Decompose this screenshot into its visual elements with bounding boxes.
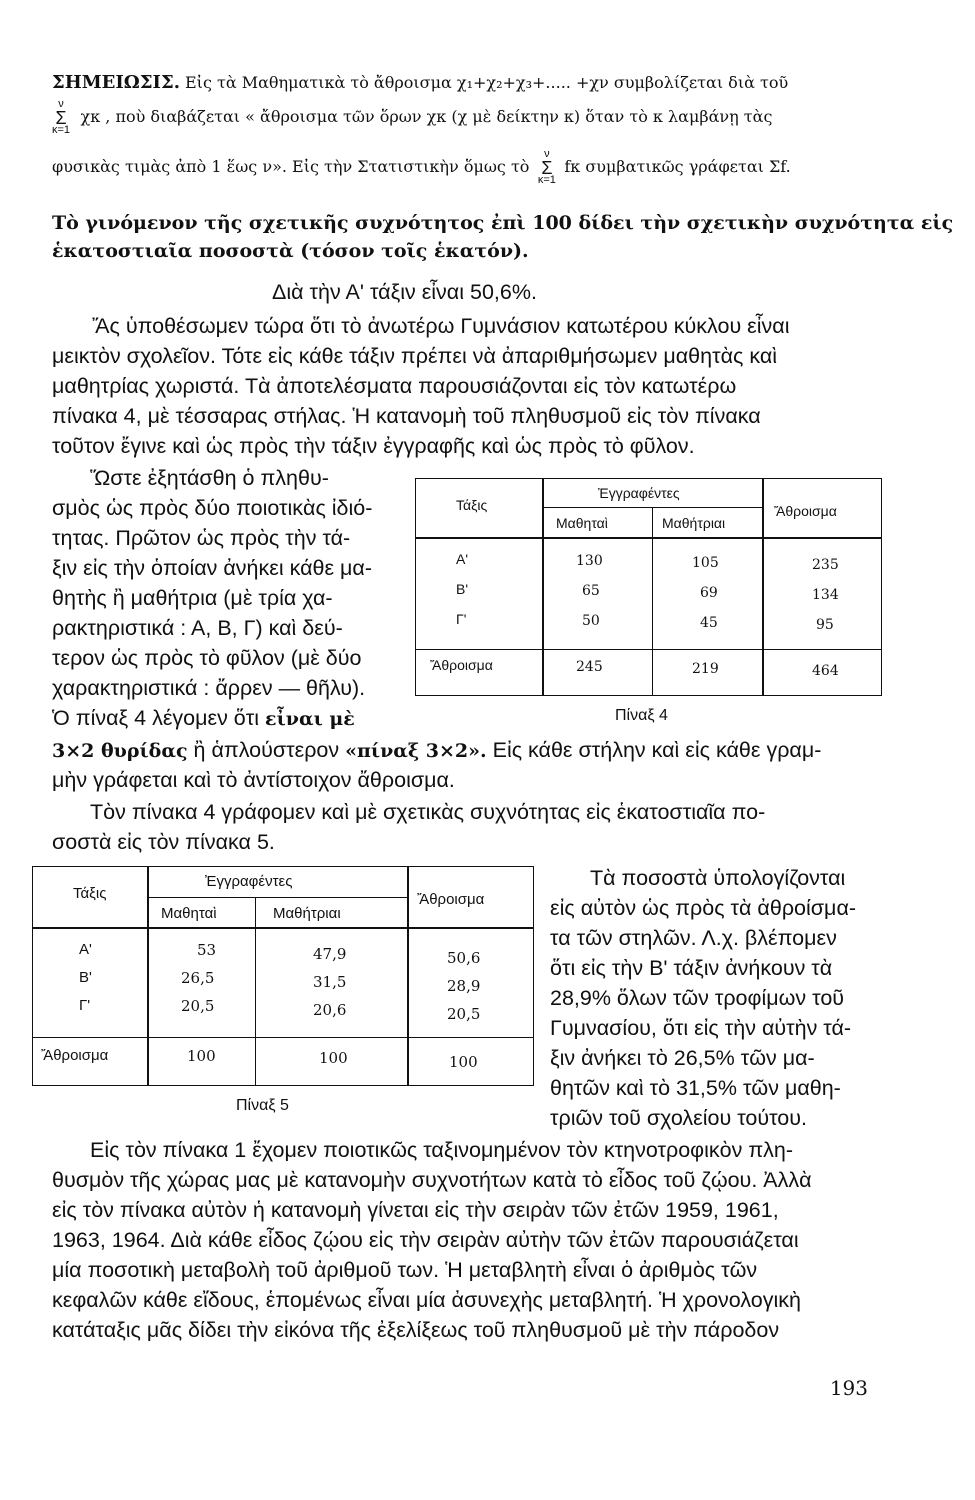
table-4-sum-label: Ἄθροισμα xyxy=(430,657,493,673)
table-4-cell: 65 xyxy=(582,583,600,599)
table-4-row-label: Γ' xyxy=(456,611,467,627)
paragraph-5-line-4: ὅτι εἰς τὴν Β' τάξιν ἀνήκουν τὰ xyxy=(550,956,833,980)
table-5-cell: 26,5 xyxy=(181,969,215,987)
table-4-divider xyxy=(542,507,762,508)
paragraph-6-line-1: Εἰς τὸν πίνακα 1 ἔχομεν ποιοτικῶς ταξινομημένον τὸν κτηνοτροφικὸν πλη- xyxy=(90,1138,794,1162)
table-5-row-label: Γ' xyxy=(79,997,91,1014)
table-4-header-boys: Μαθηταὶ xyxy=(556,515,608,531)
paragraph-2-line-2: μεικτὸν σχολεῖον. Τότε εἰς κάθε τάξιν πρέπει νὰ ἀπαριθμήσωμεν μαθητὰς καὶ xyxy=(52,344,778,368)
paragraph-3-line-11: μὴν γράφεται καὶ τὸ ἀντίστοιχον ἄθροισμα. xyxy=(52,768,455,792)
paragraph-3-line-6: ρακτηριστικά : Α, Β, Γ) καὶ δεύ- xyxy=(52,616,343,640)
paragraph-3-line-3: τητας. Πρῶτον ὡς πρὸς τὴν τά- xyxy=(52,526,351,550)
note-line-3: φυσικὰς τιμὰς ἀπὸ 1 ἕως ν». Εἰς τὴν Στατιστικὴν ὅμως τὸ ν Σ κ=1 fκ συμβατικῶς γράφεται Σf. xyxy=(52,148,791,187)
note-line-2 xyxy=(52,100,772,136)
paragraph-4-line-1: Τὸν πίνακα 4 γράφομεν καὶ μὲ σχετικὰς συχνότητας εἰς ἑκατοστιαῖα πο- xyxy=(90,800,766,824)
sigma-symbol: ν Σ κ=1 xyxy=(52,98,71,137)
table-5-row-label: Α' xyxy=(79,941,92,958)
paragraph-5-line-5: 28,9% ὅλων τῶν τροφίμων τοῦ xyxy=(550,986,845,1010)
note-line-1 xyxy=(52,72,788,94)
table-5-cell: 31,5 xyxy=(313,973,347,991)
paragraph-2-line-1: Ἄς ὑποθέσωμεν τώρα ὅτι τὸ ἀνωτέρω Γυμνάσιον κατωτέρου κύκλου εἶναι xyxy=(92,314,790,338)
paragraph-3-line-4: ξιν εἰς τὴν ὁποίαν ἀνήκει κάθε μα- xyxy=(52,556,373,580)
table-5-cell: 20,5 xyxy=(447,1005,481,1023)
table-4-cell: 105 xyxy=(692,555,719,571)
table-5-row-label: Β' xyxy=(79,969,92,986)
bold-paragraph-line-2: ἑκατοστιαῖα ποσοστὰ (τόσον τοῖς ἑκατόν). xyxy=(52,240,529,262)
paragraph-5-line-7: ξιν ἀνήκει τὸ 26,5% τῶν μα- xyxy=(550,1046,815,1070)
table-5 xyxy=(32,866,534,1086)
paragraph-6-line-7: κατάταξις μᾶς δίδει τὴν εἰκόνα τῆς ἐξελίξεως τοῦ πληθυσμοῦ μὲ τὴν πάροδον xyxy=(52,1318,780,1342)
paragraph-3-line-1: Ὥστε ἐξητάσθη ὁ πληθυ- xyxy=(90,466,329,490)
table-5-header-boys: Μαθηταὶ xyxy=(161,905,217,922)
table-4-divider xyxy=(416,537,881,539)
table-4-cell: 50 xyxy=(582,613,600,629)
paragraph-2-line-4: πίνακα 4, μὲ τέσσαρας στήλας. Ἡ κατανομὴ τοῦ πληθυσμοῦ εἰς τὸν πίνακα xyxy=(52,404,761,428)
table-5-divider xyxy=(147,867,149,1085)
table-4-sum-cell: 219 xyxy=(692,661,719,677)
table-4-row-label: Α' xyxy=(456,551,469,567)
table-4-divider xyxy=(762,479,764,695)
table-5-header-class: Τάξις xyxy=(73,885,107,902)
table-5-divider xyxy=(33,1037,533,1038)
bold-paragraph-line-1: Τὸ γινόμενον τῆς σχετικῆς συχνότητος ἐπὶ 100 δίδει τὴν σχετικὴν συχνότητα εἰς xyxy=(52,212,954,234)
table-4-cell: 69 xyxy=(700,585,718,601)
paragraph-6-line-5: μία ποσοτικὴ μεταβολὴ τοῦ ἀριθμοῦ των. Ἡ μεταβλητὴ εἶναι ὁ ἀριθμὸς τῶν xyxy=(52,1258,758,1282)
table-5-cell: 20,5 xyxy=(181,997,215,1015)
table-4-cell: 235 xyxy=(812,557,839,573)
paragraph-5-line-6: Γυμνασίου, ὅτι εἰς τὴν αὐτὴν τά- xyxy=(550,1016,852,1040)
paragraph-5-line-9: τριῶν τοῦ σχολείου τούτου. xyxy=(550,1106,807,1130)
note-line-2-text: χκ , ποὺ διαβάζεται « ἄθροισμα τῶν ὅρων χκ (χ μὲ δείκτην κ) ὅταν τὸ κ λαμβάνῃ τὰς xyxy=(80,107,773,127)
table-5-cell: 20,6 xyxy=(313,1001,347,1019)
table-4-divider xyxy=(416,649,881,650)
table-4-caption: Πίναξ 4 xyxy=(615,707,668,724)
table-5-cell: 47,9 xyxy=(313,945,347,963)
paragraph-3-line-2: σμὸς ὡς πρὸς δύο ποιοτικὰς ἰδιό- xyxy=(52,496,373,520)
table-4-cell: 45 xyxy=(700,615,718,631)
table-5-cell: 28,9 xyxy=(447,977,481,995)
table-4-cell: 130 xyxy=(576,553,603,569)
paragraph-2-line-5: τοῦτον ἔγινε καὶ ὡς πρὸς τὴν τάξιν ἐγγραφῆς καὶ ὡς πρὸς τὸ φῦλον. xyxy=(52,434,695,458)
table-5-header-group: Ἐγγραφέντες xyxy=(205,873,293,890)
table-4-cell: 95 xyxy=(816,617,834,633)
table-5-divider xyxy=(407,867,409,1085)
table-4-header-total: Ἄθροισμα xyxy=(774,503,837,519)
table-4-row-label: Β' xyxy=(456,581,469,597)
table-5-sum-cell: 100 xyxy=(449,1053,478,1071)
note-heading: ΣΗΜΕΙΩΣΙΣ. xyxy=(52,72,180,93)
paragraph-3-line-10: 3×2 θυρίδας ἢ ἁπλούστερον «πίναξ 3×2». Εἰς κάθε στήλην καὶ εἰς κάθε γραμ- xyxy=(52,738,822,762)
table-5-sum-label: Ἄθροισμα xyxy=(41,1047,109,1064)
paragraph-6-line-4: 1963, 1964. Διὰ κάθε εἶδος ζῴου εἰς τὴν σειρὰν αὐτὴν τῶν ἐτῶν παρουσιάζεται xyxy=(52,1228,799,1252)
table-5-cell: 50,6 xyxy=(447,949,481,967)
table-4 xyxy=(415,478,882,696)
table-4-header-girls: Μαθήτριαι xyxy=(662,515,726,531)
table-5-divider xyxy=(33,927,533,929)
paragraph-5-line-8: θητῶν καὶ τὸ 31,5% τῶν μαθη- xyxy=(550,1076,841,1100)
paragraph-3-line-8: χαρακτηριστικά : ἄρρεν — θῆλυ). xyxy=(52,676,366,700)
paragraph-5-line-1: Τὰ ποσοστὰ ὑπολογίζονται xyxy=(590,866,846,890)
paragraph-2-line-3: μαθητρίας χωριστά. Τὰ ἀποτελέσματα παρουσιάζονται εἰς τὸν κατωτέρω xyxy=(52,374,737,398)
table-5-divider xyxy=(147,897,407,898)
table-5-divider xyxy=(255,897,256,1085)
paragraph-3-line-9: Ὁ πίναξ 4 λέγομεν ὅτι εἶναι μὲ xyxy=(52,706,355,730)
paragraph-5-line-2: εἰς αὐτὸν ὡς πρὸς τὰ ἀθροίσμα- xyxy=(550,896,857,920)
paragraph-5-line-3: τα τῶν στηλῶν. Λ.χ. βλέπομεν xyxy=(550,926,837,950)
table-4-sum-cell: 245 xyxy=(576,659,603,675)
paragraph-3-line-7: τερον ὡς πρὸς τὸ φῦλον (μὲ δύο xyxy=(52,646,362,670)
sigma-symbol-2: ν Σ κ=1 xyxy=(537,148,556,187)
table-5-header-girls: Μαθήτριαι xyxy=(273,905,341,922)
table-5-caption: Πίναξ 5 xyxy=(236,1097,289,1114)
table-5-sum-cell: 100 xyxy=(319,1049,348,1067)
paragraph-4-line-2: σοστὰ εἰς τὸν πίνακα 5. xyxy=(52,830,275,854)
table-5-cell: 53 xyxy=(197,941,217,959)
table-4-divider xyxy=(542,479,544,695)
table-4-header-group: Ἐγγραφέντες xyxy=(598,485,680,501)
table-4-divider xyxy=(652,507,653,695)
table-5-header-total: Ἄθροισμα xyxy=(417,891,485,908)
paragraph-6-line-2: θυσμὸν τῆς χώρας μας μὲ κατανομὴν συχνοτήτων κατὰ τὸ εἶδος τοῦ ζῴου. Ἀλλὰ xyxy=(52,1168,812,1192)
paragraph-3-line-5: θητὴς ἢ μαθήτρια (μὲ τρία χα- xyxy=(52,586,333,610)
centered-statement: Διὰ τὴν Α' τάξιν εἶναι 50,6%. xyxy=(272,280,537,304)
table-4-header-class: Τάξις xyxy=(456,497,488,513)
table-4-cell: 134 xyxy=(812,587,839,603)
page-number: 193 xyxy=(829,1376,868,1400)
table-4-sum-cell: 464 xyxy=(812,663,839,679)
note-line-1-text: Εἰς τὰ Μαθηματικὰ τὸ ἄθροισμα χ₁+χ₂+χ₃+..... +χν συμβολίζεται διὰ τοῦ xyxy=(184,73,789,92)
paragraph-6-line-3: εἰς τὸν πίνακα αὐτὸν ἡ κατανομὴ γίνεται εἰς τὴν σειρὰν τῶν ἐτῶν 1959, 1961, xyxy=(52,1198,779,1222)
paragraph-6-line-6: κεφαλῶν κάθε εἴδους, ἑπομένως εἶναι μία ἀσυνεχὴς μεταβλητή. Ἡ χρονολογικὴ xyxy=(52,1288,801,1312)
table-5-sum-cell: 100 xyxy=(187,1047,216,1065)
